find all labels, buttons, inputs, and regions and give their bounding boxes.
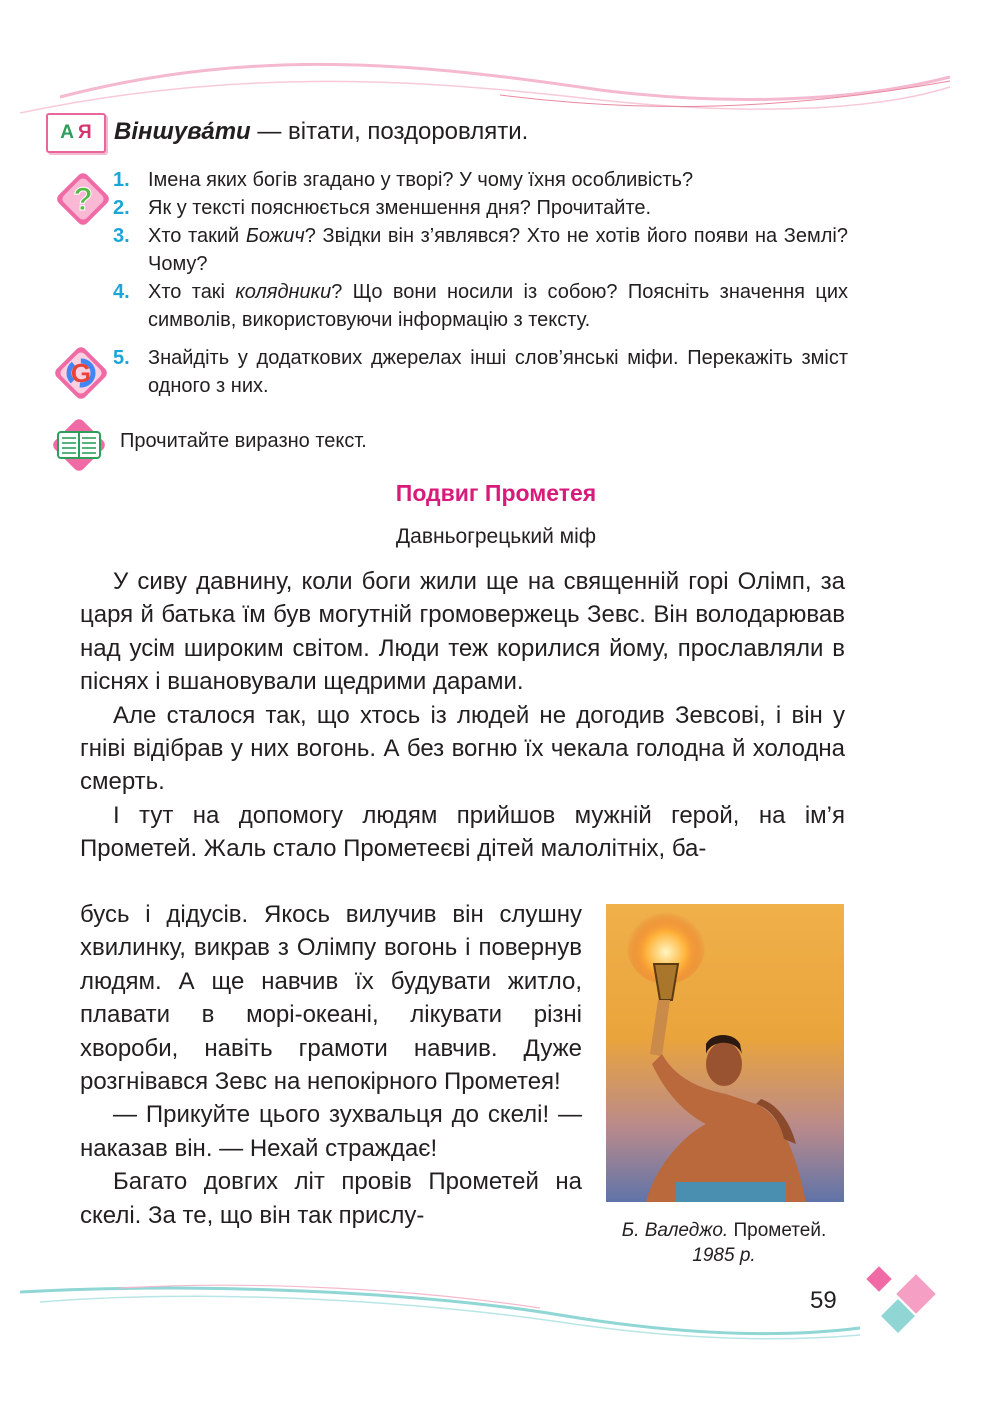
prometheus-painting	[606, 904, 844, 1202]
caption-line	[588, 1218, 860, 1243]
story-paragraph: У сиву давнину, коли боги жили ще на священній горі Олімп, за царя й батька їм був могутній громовержець Зевс. Він володарював над усім широким світом. Люди теж корилися йому, прославляли в піснях і вшановували щедрими дарами.	[80, 568, 845, 696]
vocabulary-definition: — вітати, поздоровляти.	[250, 118, 529, 145]
caption-author: Б. Валеджо.	[621, 1220, 729, 1241]
question-icon	[52, 168, 114, 230]
question-emphasis: колядники	[235, 281, 332, 303]
vocabulary-icon	[46, 114, 106, 152]
bottom-swoosh-decoration	[0, 1280, 992, 1350]
story-paragraph: бусь і дідусів. Якось вилучив він слушну хвилинку, викрав з Олімпу вогонь і повернув людям. А ще навчив їх будувати житло, плавати в морі-океані, лікувати різні хвороби, навіть грамоти навчив. Дуже розгнівався Зевс на непокірного Прометея!	[80, 901, 582, 1096]
question-text: Знайдіть у додаткових джерелах інші слов’янські міфи. Перекажіть зміст одного з них.	[148, 347, 848, 397]
question-text: Як у тексті пояснюється зменшення дня? Прочитайте.	[148, 197, 652, 219]
story-paragraph: Але сталося так, що хтось із людей не догодив Зевсові, і він у гніві відібрав у них вогонь. А без вогню їх чекала голодна й холодна смерть.	[80, 701, 845, 796]
corner-diamonds-decoration	[862, 1262, 958, 1342]
question-emphasis: Божич	[245, 225, 305, 247]
question-number: 5.	[113, 347, 130, 369]
question-text: Хто такий	[148, 225, 246, 247]
questions-list	[113, 166, 848, 334]
question-number: 1.	[113, 169, 130, 191]
question-text: Хто такі	[148, 281, 236, 303]
question-item	[113, 166, 848, 194]
question-mark-glyph: ?	[73, 181, 93, 217]
story-title: Подвиг Прометея	[395, 480, 597, 506]
caption-year: 1985 р.	[692, 1245, 756, 1266]
question-text: ? Звідки він з’являвся? Хто не хотів його появи на Землі? Чому?	[148, 225, 848, 275]
vocabulary-entry	[114, 116, 528, 148]
caption-title: Прометей.	[728, 1220, 827, 1241]
google-icon	[50, 342, 112, 404]
top-swoosh-decoration	[0, 55, 992, 125]
vocabulary-term: Віншува́ти	[114, 118, 251, 145]
story-paragraph: Багато довгих літ провів Прометей на скелі. За те, що він так прислу-	[80, 1168, 582, 1229]
reading-instruction: Прочитайте виразно текст.	[120, 430, 367, 452]
vocabulary-icon-letter-a: А	[60, 122, 75, 143]
google-letter-glyph: G	[70, 358, 92, 388]
question-number: 2.	[113, 197, 130, 219]
story-body-top	[80, 565, 845, 866]
question-number: 4.	[113, 281, 130, 303]
story-body-column	[80, 898, 582, 1232]
question-text: ? Що вони носили із собою? Поясніть значення цих символів, використовуючи інформацію з тексту.	[148, 281, 848, 331]
question-item	[113, 278, 848, 334]
question-item	[113, 344, 848, 400]
search-task	[113, 344, 848, 400]
page-number: 59	[810, 1287, 837, 1314]
question-number: 3.	[113, 225, 130, 247]
vocabulary-icon-letter-ya: Я	[78, 122, 92, 143]
question-item	[113, 194, 848, 222]
painting-caption	[588, 1218, 860, 1268]
story-subtitle: Давньогрецький міф	[395, 525, 597, 548]
story-paragraph: І тут на допомогу людям прийшов мужній герой, на ім’я Прометей. Жаль стало Прометеєві дітей малолітніх, ба-	[80, 801, 845, 863]
question-item	[113, 222, 848, 278]
story-paragraph: — Прикуйте цього зухвальця до скелі! — наказав він. — Нехай страждає!	[80, 1101, 582, 1162]
book-icon	[48, 414, 110, 476]
question-text: Імена яких богів згадано у творі? У чому їхня особливість?	[148, 169, 694, 191]
